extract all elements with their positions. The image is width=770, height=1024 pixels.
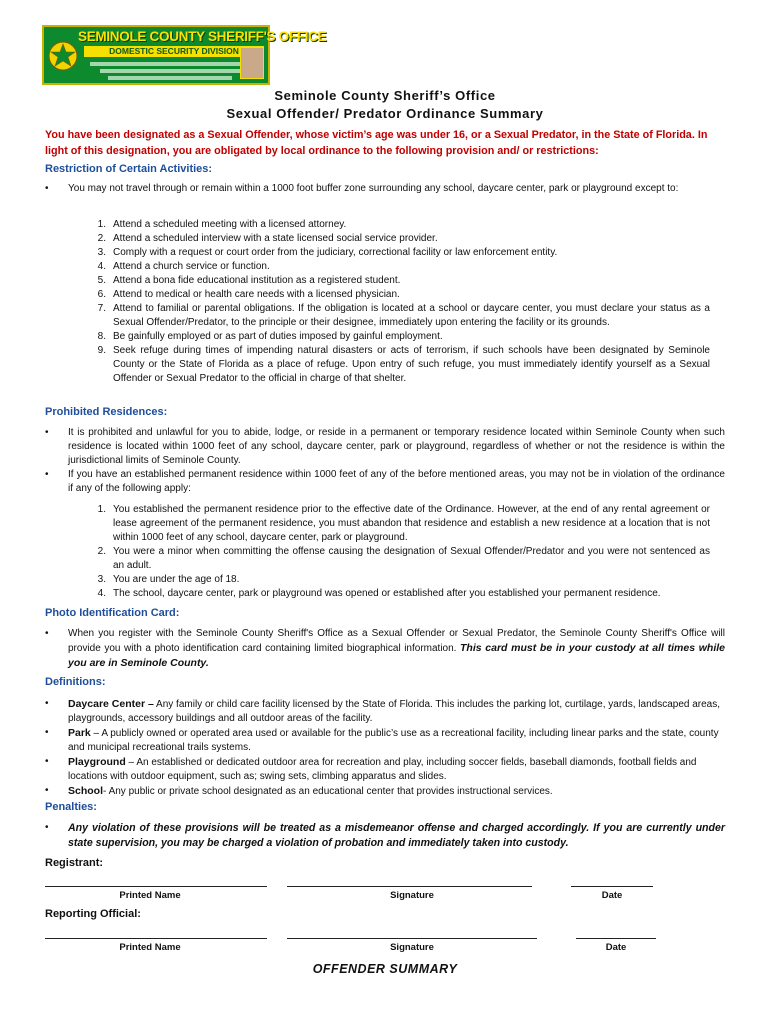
list-item: 3. You are under the age of 18. xyxy=(97,574,240,585)
definition-item: • Daycare Center – Any family or child care facility licensed by the State of Florida. This includes the parking lot, curtilage, yards, landscaped areas, playgrounds, accessory buildings and all outdoor areas of the facility. xyxy=(45,698,721,724)
photo-id-bullet xyxy=(45,627,725,671)
registrant-date-label: Date xyxy=(601,890,623,901)
definition-item: • School- Any public or private school designated as an educational center that provides instructional services. xyxy=(45,785,553,797)
logo-subtitle: DOMESTIC SECURITY DIVISION xyxy=(84,46,264,57)
definition-item: • Playground – An established or dedicated outdoor area for recreation and play, including soccer fields, baseball diamonds, football fields and locations with outdoor equipment, such as; swing sets, climbing apparatus and slides. xyxy=(45,756,697,782)
registrant-label: Registrant: xyxy=(45,857,104,869)
logo-title: SEMINOLE COUNTY SHERIFF'S OFFICE xyxy=(78,29,327,44)
logo-address-line xyxy=(90,62,250,66)
prohibited-bullet-2-text: If you have an established permanent residence within 1000 feet of any of the before mentioned areas, you may not be in violation of the ordinance if any of the following apply: xyxy=(68,469,725,494)
list-item: 6. Attend to medical or health care needs with a licensed physician. xyxy=(97,289,400,300)
bullet-icon: • xyxy=(45,822,49,833)
sheriff-star-icon xyxy=(48,41,78,71)
prohibited-heading: Prohibited Residences: xyxy=(45,406,168,418)
bullet-icon: • xyxy=(45,183,49,194)
registrant-signature-line[interactable] xyxy=(287,886,532,887)
registrant-printed-name-label: Printed Name xyxy=(119,890,181,901)
list-item: 1. You established the permanent residence prior to the effective date of the Ordinance. However, at the end of any rental agreement or lease agreement of the permanent residence, you must abandon that residence and establish a new residence at a location that is not within 1000 feet of any school, daycare center, park or playground. xyxy=(97,504,710,543)
list-item: 8. Be gainfully employed or as part of duties imposed by gainful employment. xyxy=(97,331,443,342)
registrant-date-line[interactable] xyxy=(571,886,653,887)
registrant-name-line[interactable] xyxy=(45,886,267,887)
document-title: Sexual Offender/ Predator Ordinance Summary xyxy=(226,106,544,121)
reporting-name-line[interactable] xyxy=(45,938,267,939)
logo-address-line xyxy=(100,69,240,73)
intro-notice: You have been designated as a Sexual Offender, whose victim’s age was under 16, or a Sexual Predator, in the State of Florida. In light of this designation, you are obligated by local ordinance to the following provision and/ or restrictions: xyxy=(45,129,708,157)
restriction-bullet xyxy=(45,182,725,196)
penalties-heading: Penalties: xyxy=(45,801,97,813)
prohibited-bullet-1-text: It is prohibited and unlawful for you to abide, lodge, or reside in a permanent or temporary residence located within Seminole County when such residence is located within 1000 feet of any school, daycare center, park or playground, regardless of whether or not the residence is within the jurisdictional limits of Seminole County. xyxy=(68,427,725,466)
prohibited-exceptions-list xyxy=(90,503,710,601)
restriction-exceptions-list xyxy=(90,218,710,386)
penalties-bullet xyxy=(45,821,725,851)
bullet-icon: • xyxy=(45,628,49,639)
office-heading: Seminole County Sheriff’s Office xyxy=(274,88,496,103)
list-item: 3. Comply with a request or court order from the judiciary, correctional facility or law enforcement entity. xyxy=(97,247,558,258)
photo-id-heading: Photo Identification Card: xyxy=(45,607,180,619)
photo-id-emphasis: This card must be in your custody at all times while you are in Seminole County. xyxy=(68,642,726,669)
definitions-list xyxy=(45,697,725,799)
definitions-heading: Definitions: xyxy=(45,676,106,688)
reporting-date-label: Date xyxy=(605,942,627,953)
registrant-signature-label: Signature xyxy=(390,890,434,901)
reporting-date-line[interactable] xyxy=(576,938,656,939)
list-item: 5. Attend a bona fide educational institution as a registered student. xyxy=(97,275,401,286)
reporting-signature-label: Signature xyxy=(390,942,434,953)
reporting-official-label: Reporting Official: xyxy=(45,908,141,920)
list-item: 2. You were a minor when committing the offense causing the designation of Sexual Offender/Predator and you were not sentenced as an adult. xyxy=(97,546,710,571)
reporting-signature-line[interactable] xyxy=(287,938,537,939)
penalties-text: Any violation of these provisions will be treated as a misdemeanor offense and charged accordingly. If you are currently under state supervision, you may be charged a violation of probation and immediately taken into custody. xyxy=(68,822,725,849)
reporting-printed-name-label: Printed Name xyxy=(119,942,181,953)
list-item: 4. The school, daycare center, park or playground was opened or established after you established your permanent residence. xyxy=(97,588,661,599)
prohibited-bullet-1 xyxy=(45,426,725,468)
list-item: 9. Seek refuge during times of impending natural disasters or acts of terrorism, if such schools have been designated by Seminole County or the State of Florida as a place of refuge. Upon entry of such refuge, you must immediately identify yourself as a Sexual Offender or Sexual Predator to the official in charge of that shelter. xyxy=(97,345,710,384)
bullet-icon: • xyxy=(45,427,49,438)
sheriff-office-logo xyxy=(42,25,327,85)
restriction-heading: Restriction of Certain Activities: xyxy=(45,163,213,175)
list-item: 4. Attend a church service or function. xyxy=(97,261,270,272)
bullet-icon: • xyxy=(45,469,49,480)
footer-title: OFFENDER SUMMARY xyxy=(312,962,458,976)
photo-id-text: When you register with the Seminole County Sheriff's Office as a Sexual Offender or Sexual Predator, the Seminole County Sheriff's Office will provide you with a photo identification card containing limited biographical information. This card must be in your custody at all times while you are in Seminole County. xyxy=(68,628,726,669)
restriction-bullet-text: You may not travel through or remain within a 1000 foot buffer zone surrounding any school, daycare center, park or playground except to: xyxy=(68,183,679,194)
list-item: 1. Attend a scheduled meeting with a licensed attorney. xyxy=(97,219,347,230)
prohibited-bullet-2 xyxy=(45,468,725,496)
list-item: 7. Attend to familial or parental obligations. If the obligation is located at a school or daycare center, you must declare your status as a Sexual Offender/Predator, to the principle or their designee, immediately upon entering the facility or its grounds. xyxy=(97,303,710,328)
logo-photo xyxy=(240,47,264,79)
logo-address-line xyxy=(108,76,232,80)
list-item: 2. Attend a scheduled interview with a state licensed social service provider. xyxy=(97,233,438,244)
definition-item: • Park – A publicly owned or operated area used or available for the public’s use as a recreational facility, including linear parks and the state, county and municipal recreational trails systems. xyxy=(45,727,719,753)
